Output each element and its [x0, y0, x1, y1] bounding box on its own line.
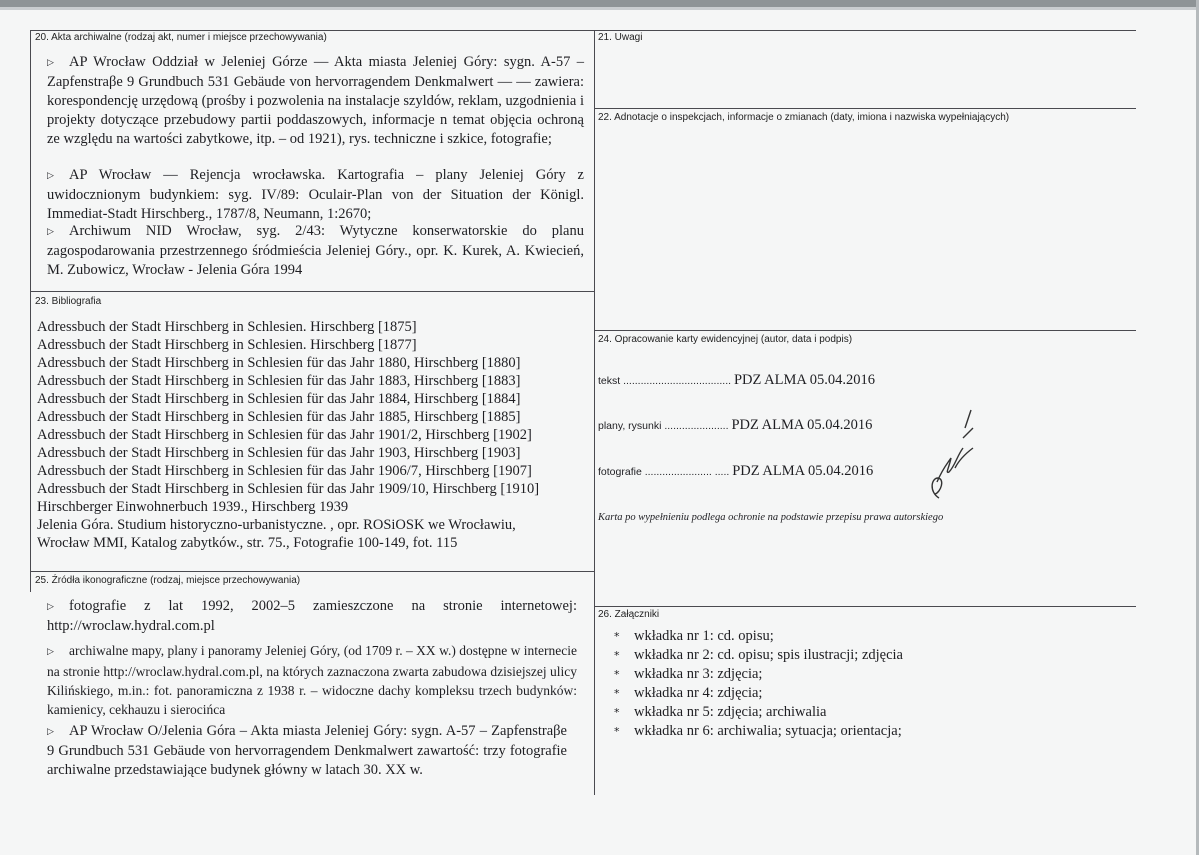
author-row-plany: plany, rysunki ...................... PDZ ALMA 05.04.2016: [598, 417, 873, 433]
asterisk-bullet-icon: *: [614, 668, 620, 681]
asterisk-bullet-icon: *: [614, 649, 620, 662]
bibliography-line: Adressbuch der Stadt Hirschberg in Schlesien für das Jahr 1883, Hirschberg [1883]: [37, 373, 521, 389]
section-25-item: ▷ AP Wrocław O/Jelenia Góra – Akta miasta Jeleniej Góry: sygn. A-57 – Zapfenstraβe 9 Grundbuch 531 Gebäude von hervorragendem Denkmalwert zawartość: trzy fotografie archiwalne przedstawiające budynek główny w latach 30. XX w.: [47, 723, 567, 778]
rule-before-22: [594, 108, 1136, 109]
rule-before-24: [594, 330, 1136, 331]
section-24-header: 24. Opracowanie karty ewidencyjnej (autor, data i podpis): [598, 334, 853, 345]
bibliography-line: Adressbuch der Stadt Hirschberg in Schlesien. Hirschberg [1875]: [37, 319, 417, 335]
rule-before-26: [594, 606, 1136, 607]
asterisk-bullet-icon: *: [614, 725, 620, 738]
asterisk-bullet-icon: *: [614, 630, 620, 643]
author-row-tekst: tekst ..................................... PDZ ALMA 05.04.2016: [598, 372, 875, 388]
attachment-item: * wkładka nr 5: zdjęcia; archiwalia: [614, 704, 827, 720]
section-21-header: 21. Uwagi: [598, 32, 643, 43]
signature-icon: [925, 408, 975, 500]
rule-before-23: [30, 291, 594, 292]
section-25-item: ▷ archiwalne mapy, plany i panoramy Jeleniej Góry, (od 1709 r. – XX w.) dostępne w internecie na stronie http://wroclaw.hydral.com.pl, na których zaznaczona zwarta zabudowa dzisiejszej ulicy Kilińskiego, m.in.: fot. panoramiczna z 1938 r. – widoczne dachy kompleksu trzech budynków: kamienicy, cekhauzu i sierocińca: [47, 643, 577, 717]
section-23-header: 23. Bibliografia: [35, 296, 102, 307]
asterisk-bullet-icon: *: [614, 706, 620, 719]
bibliography-line: Adressbuch der Stadt Hirschberg in Schlesien für das Jahr 1885, Hirschberg [1885]: [37, 409, 521, 425]
rule-before-25: [30, 571, 594, 572]
copyright-note: Karta po wypełnieniu podlega ochronie na podstawie przepisu prawa autorskiego: [598, 512, 944, 523]
attachment-item: * wkładka nr 1: cd. opisu;: [614, 628, 774, 644]
triangle-bullet-icon: ▷: [47, 727, 54, 737]
attachment-item: * wkładka nr 6: archiwalia; sytuacja; orientacja;: [614, 723, 902, 739]
section-26-header: 26. Załączniki: [598, 609, 660, 620]
bibliography-line: Adressbuch der Stadt Hirschberg in Schlesien für das Jahr 1909/10, Hirschberg [1910]: [37, 481, 540, 497]
bibliography-line: Jelenia Góra. Studium historyczno-urbanistyczne. , opr. ROSiOSK we Wrocławiu,: [37, 517, 516, 533]
section-20-item: ▷ AP Wrocław Oddział w Jeleniej Górze — Akta miasta Jeleniej Góry: sygn. A-57 – Zapfenstraβe 9 Grundbuch 531 Gebäude von hervorragendem Denkmalwert — — zawiera: korespondencję urzędową (prośby i pozwolenia na instalacje szyldów, reklam, uzgodnienia i projekty dotyczące przebudowy partii poddaszowych, informacje n temat objęcia ochroną ze względu na wartości zabytkowe, itp. – od 1921), rys. techniczne i szkice, fotografie;: [47, 54, 584, 147]
rule-left: [30, 30, 31, 592]
attachment-item: * wkładka nr 2: cd. opisu; spis ilustracji; zdjęcia: [614, 647, 903, 663]
author-row-fotografie: fotografie ....................... ..... PDZ ALMA 05.04.2016: [598, 463, 874, 479]
triangle-bullet-icon: ▷: [47, 602, 54, 612]
section-25-header: 25. Źródła ikonograficzne (rodzaj, miejsce przechowywania): [35, 575, 301, 586]
section-22-header: 22. Adnotacje o inspekcjach, informacje o zmianach (daty, imiona i nazwiska wypełniających): [598, 112, 1010, 123]
bibliography-line: Adressbuch der Stadt Hirschberg in Schlesien für das Jahr 1884, Hirschberg [1884]: [37, 391, 521, 407]
attachment-item: * wkładka nr 4: zdjęcia;: [614, 685, 763, 701]
scan-top-edge-shadow: [0, 7, 1199, 10]
rule-top: [30, 30, 1136, 31]
scan-top-edge: [0, 0, 1199, 7]
attachment-item: * wkładka nr 3: zdjęcia;: [614, 666, 763, 682]
bibliography-line: Adressbuch der Stadt Hirschberg in Schlesien für das Jahr 1880, Hirschberg [1880]: [37, 355, 521, 371]
bibliography-line: Adressbuch der Stadt Hirschberg in Schlesien für das Jahr 1903, Hirschberg [1903]: [37, 445, 521, 461]
triangle-bullet-icon: ▷: [47, 171, 54, 181]
triangle-bullet-icon: ▷: [47, 58, 54, 68]
bibliography-line: Adressbuch der Stadt Hirschberg in Schlesien. Hirschberg [1877]: [37, 337, 417, 353]
bibliography-line: Adressbuch der Stadt Hirschberg in Schlesien für das Jahr 1901/2, Hirschberg [1902]: [37, 427, 532, 443]
section-20-header: 20. Akta archiwalne (rodzaj akt, numer i miejsce przechowywania): [35, 32, 327, 43]
asterisk-bullet-icon: *: [614, 687, 620, 700]
triangle-bullet-icon: ▷: [47, 647, 54, 657]
triangle-bullet-icon: ▷: [47, 227, 54, 237]
bibliography-line: Wrocław MMI, Katalog zabytków., str. 75., Fotografie 100-149, fot. 115: [37, 535, 458, 551]
section-20-item: ▷ Archiwum NID Wrocław, syg. 2/43: Wytyczne konserwatorskie do planu zagospodarowania przestrzennego śródmieścia Jeleniej Góry., opr. K. Kurek, A. Kwiecień, M. Zubowicz, Wrocław - Jelenia Góra 1994: [47, 223, 584, 278]
bibliography-line: Hirschberger Einwohnerbuch 1939., Hirschberg 1939: [37, 499, 349, 515]
section-20-item: ▷ AP Wrocław — Rejencja wrocławska. Kartografia – plany Jeleniej Góry z uwidocznionym budynkiem: syg. IV/89: Oculair-Plan von der Situation der Königl. Immediat-Stadt Hirschberg., 1787/8, Neumann, 1:2670;: [47, 167, 584, 222]
bibliography-line: Adressbuch der Stadt Hirschberg in Schlesien für das Jahr 1906/7, Hirschberg [1907]: [37, 463, 532, 479]
section-25-item: ▷ fotografie z lat 1992, 2002–5 zamieszczone na stronie internetowej: http://wroclaw.hydral.com.pl: [47, 598, 577, 634]
rule-middle: [594, 30, 595, 795]
